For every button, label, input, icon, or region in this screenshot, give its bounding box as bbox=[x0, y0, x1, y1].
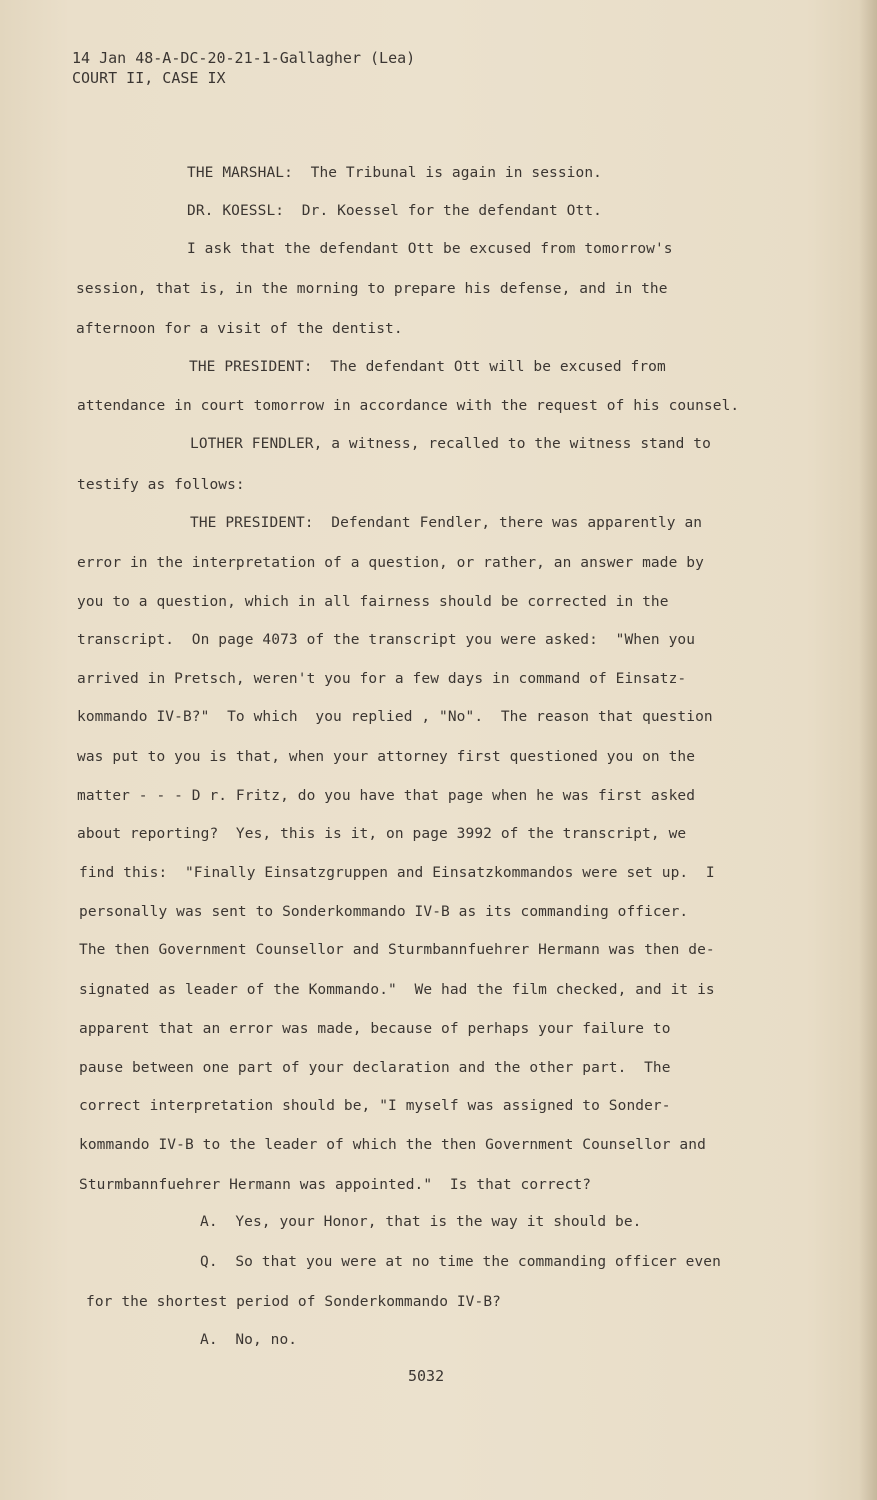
transcript-line: correct interpretation should be, "I myself was assigned to Sonder- bbox=[79, 1098, 671, 1114]
transcript-line: THE PRESIDENT: The defendant Ott will be excused from bbox=[189, 359, 666, 375]
transcript-line: transcript. On page 4073 of the transcript you were asked: "When you bbox=[77, 632, 696, 648]
transcript-line: about reporting? Yes, this is it, on page 3992 of the transcript, we bbox=[77, 826, 687, 842]
transcript-line: was put to you is that, when your attorney first questioned you on the bbox=[77, 749, 696, 765]
transcript-line: Q. So that you were at no time the commanding officer even bbox=[200, 1254, 721, 1270]
transcript-line: Sturmbannfuehrer Hermann was appointed." Is that correct? bbox=[79, 1177, 592, 1193]
transcript-line: pause between one part of your declaration and the other part. The bbox=[79, 1060, 671, 1076]
transcript-line: I ask that the defendant Ott be excused from tomorrow's bbox=[187, 241, 673, 257]
transcript-line: kommando IV-B?" To which you replied , "No". The reason that question bbox=[77, 709, 713, 725]
document-header bbox=[72, 48, 415, 88]
transcript-line: personally was sent to Sonderkommando IV-B as its commanding officer. bbox=[79, 904, 689, 920]
paper-edge-shadow bbox=[859, 0, 877, 1500]
transcript-line: The then Government Counsellor and Sturmbannfuehrer Hermann was then de- bbox=[79, 942, 715, 958]
transcript-line: apparent that an error was made, because of perhaps your failure to bbox=[79, 1021, 671, 1037]
transcript-line: testify as follows: bbox=[77, 477, 245, 493]
page-number: 5032 bbox=[408, 1367, 445, 1385]
transcript-line: DR. KOESSL: Dr. Koessel for the defendant Ott. bbox=[187, 203, 602, 219]
transcript-line: LOTHER FENDLER, a witness, recalled to the witness stand to bbox=[190, 436, 711, 452]
transcript-line: A. Yes, your Honor, that is the way it should be. bbox=[200, 1214, 642, 1230]
transcript-line: find this: "Finally Einsatzgruppen and Einsatzkommandos were set up. I bbox=[79, 865, 715, 881]
transcript-line: afternoon for a visit of the dentist. bbox=[76, 321, 403, 337]
transcript-line: kommando IV-B to the leader of which the then Government Counsellor and bbox=[79, 1137, 706, 1153]
header-case-reference: 14 Jan 48-A-DC-20-21-1-Gallagher (Lea) bbox=[72, 49, 416, 67]
transcript-line: attendance in court tomorrow in accordance with the request of his counsel. bbox=[77, 398, 740, 414]
transcript-line: THE MARSHAL: The Tribunal is again in session. bbox=[187, 165, 602, 181]
transcript-line: THE PRESIDENT: Defendant Fendler, there was apparently an bbox=[190, 515, 703, 531]
transcript-line: arrived in Pretsch, weren't you for a few days in command of Einsatz- bbox=[77, 671, 687, 687]
transcript-line: A. No, no. bbox=[200, 1332, 298, 1348]
transcript-line: error in the interpretation of a question, or rather, an answer made by bbox=[77, 555, 704, 571]
transcript-line: you to a question, which in all fairness should be corrected in the bbox=[77, 594, 669, 610]
header-court-case: COURT II, CASE IX bbox=[72, 69, 226, 87]
transcript-line: for the shortest period of Sonderkommando IV-B? bbox=[86, 1294, 501, 1310]
transcript-line: matter - - - D r. Fritz, do you have that page when he was first asked bbox=[77, 788, 696, 804]
transcript-line: session, that is, in the morning to prepare his defense, and in the bbox=[76, 281, 668, 297]
transcript-line: signated as leader of the Kommando." We had the film checked, and it is bbox=[79, 982, 715, 998]
